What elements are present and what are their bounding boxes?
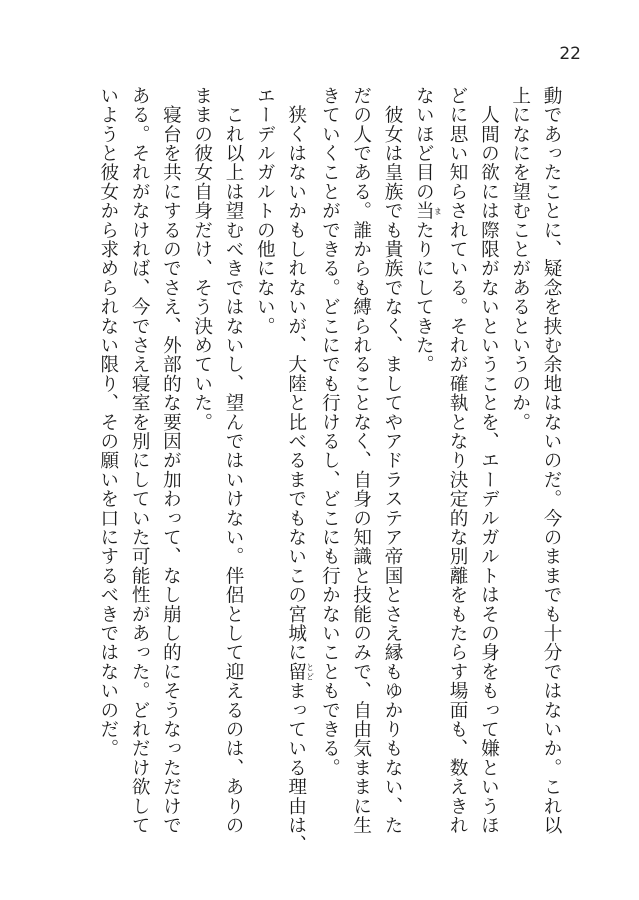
text-line: 人間の欲には際限がないということを、エーデルガルトはその身をもって嫌というほ — [478, 86, 500, 835]
ruby-annotation — [285, 662, 315, 682]
text-line-segment: たりにしてきた。 — [413, 220, 435, 375]
ruby-reading: とど — [305, 662, 315, 682]
text-line — [314, 86, 345, 876]
text-line: ままの彼女自身だけ、そう決めていた。 — [191, 86, 213, 432]
text-line: いようと彼女から求められない限り、その願いを口にするべきではないのだ。 — [97, 86, 119, 758]
text-line: だの人である。誰からも縛られることなく、自身の知識と技能のみで、自由気ままに生 — [350, 86, 372, 835]
text-line: エーデルガルトの他にない。 — [254, 86, 276, 336]
ruby-annotation — [413, 201, 443, 221]
text-line-segment: まっている理由は、 — [285, 681, 307, 855]
text-line — [442, 86, 473, 876]
text-line-segment: ないほど目の — [413, 86, 435, 202]
text-line: これ以上は望むべきではないし、望んではいけない。伴侶として迎えるのは、ありの — [223, 86, 245, 835]
text-line-segment: きていくことができる。どこにでも行けるし、どこにも行かないこともできる。 — [319, 86, 341, 778]
text-line: 上になにを望むことがあるというのか。 — [509, 86, 531, 432]
body-text — [57, 86, 567, 876]
ruby-reading: ま — [433, 201, 443, 221]
text-line: 彼女は皇族でも貴族でなく、ましてやアドラステア帝国とさえ縁もゆかりもない、た — [382, 86, 404, 835]
text-line-segment: どに思い知らされている。それが確執となり決定的な別離をもたらす場面も、数えきれ — [447, 86, 469, 835]
text-line: 寝台を共にするのでさえ、外部的な要因が加わって、なし崩し的にそうなっただけで — [160, 86, 182, 835]
page-number: 22 — [559, 44, 581, 64]
ruby-base: 当 — [413, 201, 435, 221]
text-line-segment: 狭くはないかもしれないが、大陸と比べるまでもないこの宮城に — [285, 86, 307, 662]
text-line — [408, 86, 442, 876]
text-line — [280, 86, 314, 876]
text-line: ある。それがなければ、今でさえ寝室を別にしていた可能性があった。どれだけ欲して — [129, 86, 151, 835]
ruby-base: 留 — [285, 662, 307, 682]
text-line: 動であったことに、疑念を挟む余地はないのだ。今のままでも十分ではないか。これ以 — [541, 86, 562, 835]
